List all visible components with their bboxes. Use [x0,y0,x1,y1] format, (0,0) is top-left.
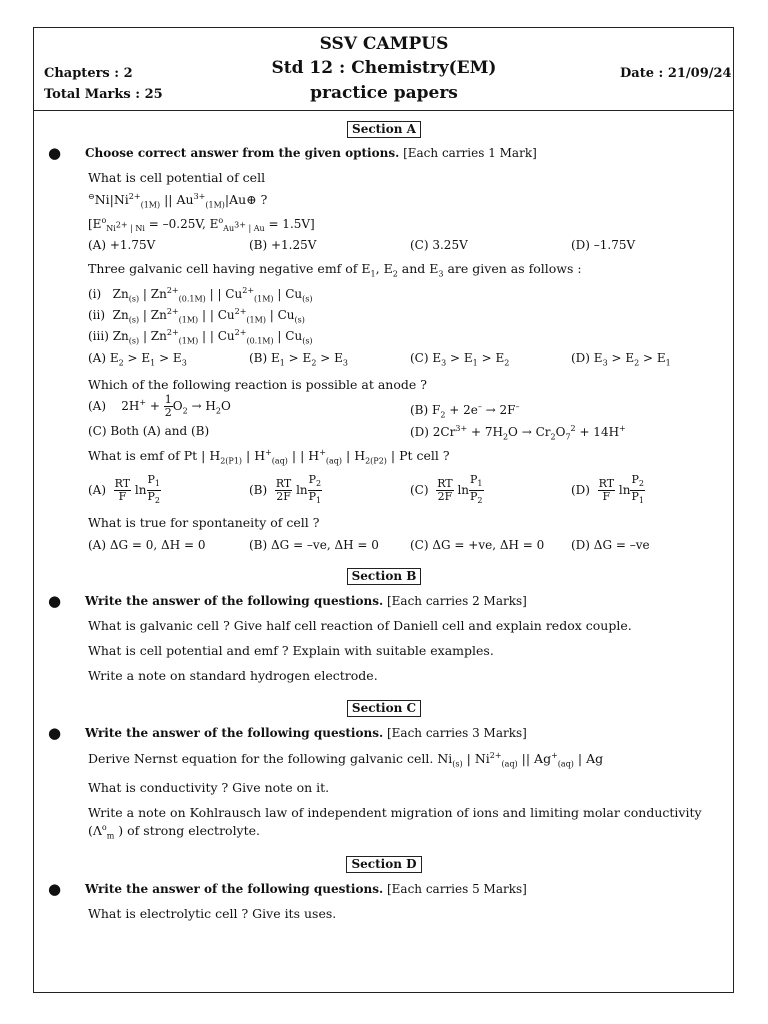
mcq-5-option-b: (B) ΔG = –ve, ΔH = 0 [249,538,379,552]
total-marks-label: Total Marks : 25 [44,87,163,102]
mcq-1-cell: $^⊖Ni|Ni^{2+}_{(1M)}$ || $Au^{3+}_{(1M)}|Au\oplus$ ? [88,192,268,210]
mcq-2-cell-ii: (ii) $Zn_{(s)}$ | $Zn^{2+}_{(1M)}$ | | $Cu^{2+}_{(1M)}$ | $Cu_{(s)}$ [88,307,305,325]
mcq-3-option-b: (B) $F_2 + 2e^- \to 2F^-$ [410,402,520,420]
std-title: Std 12 : Chemistry(EM) [271,58,497,78]
mcq-2-text: Three galvanic cell having negative emf of $E_1$, $E_2$ and $E_3$ are given as follows : [88,261,582,279]
mcq-4-option-c: (C) $\frac{RT}{2F}$ ln $\frac{P_1}{P_2}$ [410,473,483,506]
mcq-1-option-a: (A) +1.75V [88,238,156,252]
section-b-question-3: Write a note on standard hydrogen electrode. [88,668,378,683]
mcq-5-text: What is true for spontaneity of cell ? [88,515,320,530]
mcq-4-option-d: (D) $\frac{RT}{F}$ ln $\frac{P_2}{P_1}$ [571,473,644,506]
instruction-c: Write the answer of the following questions. [Each carries 3 Marks] [85,726,527,740]
header-divider [33,110,734,111]
instruction-d: Write the answer of the following questions. [Each carries 5 Marks] [85,882,527,896]
mcq-3-option-d: (D) $2Cr^{3+} + 7H_2O \to Cr_2O_7^2 + 14H^+$ [410,424,626,442]
mcq-3-text: Which of the following reaction is possible at anode ? [88,377,427,392]
mcq-3-option-a: (A) 2H+ + $\frac{1}{2}$ $O_2 \to H_2O$ [88,393,231,419]
mcq-2-cell-i: (i) $Zn_{(s)}$ | $Zn^{2+}_{(0.1M)}$ | | $Cu^{2+}_{(1M)}$ | $Cu_{(s)}$ [88,286,313,304]
mcq-3-option-c: (C) Both (A) and (B) [88,424,210,438]
mcq-5-option-d: (D) ΔG = –ve [571,538,650,552]
bullet-icon: ● [48,144,62,162]
mcq-2-option-d: (D) $E_3 > E_2 > E_1$ [571,351,671,368]
mcq-1-text: What is cell potential of cell [88,170,266,185]
section-a-heading: Section A [0,118,768,138]
mcq-2-option-c: (C) $E_3 > E_1 > E_2$ [410,351,510,368]
mcq-2-cell-iii: (iii) $Zn_{(s)}$ | $Zn^{2+}_{(1M)}$ | | $Cu^{2+}_{(0.1M)}$ | $Cu_{(s)}$ [88,328,313,346]
section-c-question-1: Derive Nernst equation for the following galvanic cell. $Ni_{(s)}$ | $Ni^{2+}_{(aq)}$ || $Ag^+_{(aq)}$ | Ag [88,751,604,769]
instruction-a: Choose correct answer from the given options. [Each carries 1 Mark] [85,146,537,160]
bullet-icon: ● [48,592,62,610]
mcq-1-option-d: (D) –1.75V [571,238,636,252]
mcq-1-option-b: (B) +1.25V [249,238,317,252]
mcq-4-option-a: (A) $\frac{RT}{F}$ ln $\frac{P_1}{P_2}$ [88,473,160,506]
bullet-icon: ● [48,880,62,898]
campus-title: SSV CAMPUS [319,34,449,54]
section-d-heading: Section D [0,853,768,873]
section-c-heading: Section C [0,697,768,717]
bullet-icon: ● [48,724,62,742]
date-label: Date : 21/09/24 [620,66,732,81]
mcq-1-option-c: (C) 3.25V [410,238,468,252]
section-b-heading: Section B [0,565,768,585]
papers-title: practice papers [310,83,458,103]
mcq-2-option-b: (B) $E_1 > E_2 > E_3$ [249,351,348,368]
section-c-question-3-line-1: Write a note on Kohlrausch law of independent migration of ions and limiting molar conductivity [88,805,702,820]
section-b-question-1: What is galvanic cell ? Give half cell reaction of Daniell cell and explain redox couple. [88,618,632,633]
mcq-1-given: [$E^o_{Ni^{2+} | Ni} = -0.25V$, $E^o_{Au^{3+} | Au} = 1.5V$] [88,216,315,234]
mcq-5-option-c: (C) ΔG = +ve, ΔH = 0 [410,538,545,552]
mcq-4-option-b: (B) $\frac{RT}{2F}$ ln $\frac{P_2}{P_1}$ [249,473,322,506]
section-b-question-2: What is cell potential and emf ? Explain with suitable examples. [88,643,494,658]
mcq-2-option-a: (A) $E_2 > E_1 > E_3$ [88,351,187,368]
instruction-b: Write the answer of the following questions. [Each carries 2 Marks] [85,594,527,608]
section-c-question-2: What is conductivity ? Give note on it. [88,780,330,795]
section-d-question-1: What is electrolytic cell ? Give its uses. [88,906,337,921]
mcq-4-text: What is emf of Pt | $H_{2(P1)}$ | $H^+_{(aq)}$ | | $H^+_{(aq)}$ | $H_{2(P2)}$ | Pt cell ? [88,448,450,466]
chapters-label: Chapters : 2 [44,66,133,81]
mcq-5-option-a: (A) ΔG = 0, ΔH = 0 [88,538,206,552]
section-c-question-3-line-2: ($\Lambda^o_m$ ) of strong electrolyte. [88,823,261,841]
